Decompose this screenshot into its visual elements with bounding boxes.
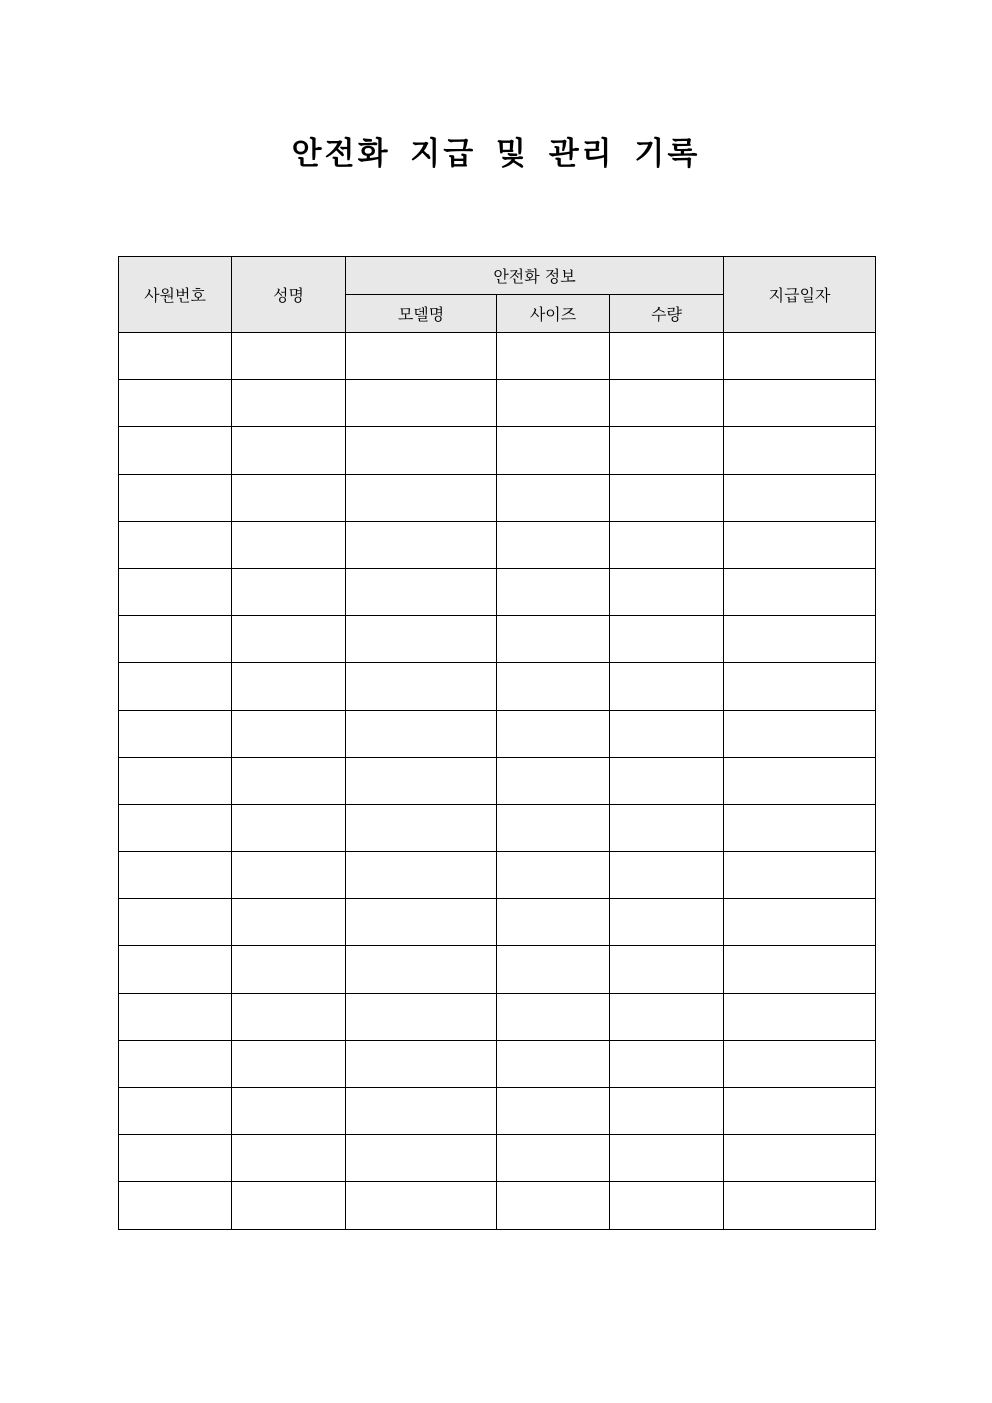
cell-name[interactable] — [232, 757, 346, 804]
table-row — [119, 710, 876, 757]
table-row — [119, 757, 876, 804]
cell-quantity[interactable] — [610, 1040, 724, 1087]
cell-quantity[interactable] — [610, 380, 724, 427]
cell-size[interactable] — [497, 333, 610, 380]
cell-size[interactable] — [497, 663, 610, 710]
cell-name[interactable] — [232, 804, 346, 851]
cell-model-name[interactable] — [346, 1088, 497, 1135]
cell-employee-no[interactable] — [119, 852, 232, 899]
cell-quantity[interactable] — [610, 333, 724, 380]
cell-quantity[interactable] — [610, 899, 724, 946]
cell-name[interactable] — [232, 616, 346, 663]
cell-name[interactable] — [232, 899, 346, 946]
cell-model-name[interactable] — [346, 852, 497, 899]
cell-model-name[interactable] — [346, 804, 497, 851]
cell-quantity[interactable] — [610, 710, 724, 757]
cell-issue-date[interactable] — [724, 710, 876, 757]
cell-quantity[interactable] — [610, 804, 724, 851]
cell-issue-date[interactable] — [724, 616, 876, 663]
cell-employee-no[interactable] — [119, 616, 232, 663]
cell-name[interactable] — [232, 380, 346, 427]
cell-model-name[interactable] — [346, 1182, 497, 1229]
table-row — [119, 1135, 876, 1182]
cell-employee-no[interactable] — [119, 946, 232, 993]
cell-issue-date[interactable] — [724, 899, 876, 946]
table-row — [119, 946, 876, 993]
cell-size[interactable] — [497, 616, 610, 663]
header-size: 사이즈 — [497, 295, 610, 333]
cell-model-name[interactable] — [346, 710, 497, 757]
cell-issue-date[interactable] — [724, 946, 876, 993]
table-body — [119, 333, 876, 1230]
table-row — [119, 521, 876, 568]
cell-issue-date[interactable] — [724, 852, 876, 899]
cell-name[interactable] — [232, 427, 346, 474]
cell-model-name[interactable] — [346, 946, 497, 993]
cell-issue-date[interactable] — [724, 1088, 876, 1135]
cell-size[interactable] — [497, 1040, 610, 1087]
cell-name[interactable] — [232, 852, 346, 899]
cell-issue-date[interactable] — [724, 1182, 876, 1229]
cell-quantity[interactable] — [610, 474, 724, 521]
cell-model-name[interactable] — [346, 333, 497, 380]
table-row — [119, 804, 876, 851]
cell-size[interactable] — [497, 946, 610, 993]
cell-size[interactable] — [497, 757, 610, 804]
cell-employee-no[interactable] — [119, 1135, 232, 1182]
cell-quantity[interactable] — [610, 1088, 724, 1135]
cell-size[interactable] — [497, 474, 610, 521]
cell-name[interactable] — [232, 1182, 346, 1229]
cell-employee-no[interactable] — [119, 1040, 232, 1087]
cell-issue-date[interactable] — [724, 804, 876, 851]
cell-employee-no[interactable] — [119, 663, 232, 710]
document-title: 안전화 지급 및 관리 기록 — [291, 136, 701, 172]
cell-quantity[interactable] — [610, 1182, 724, 1229]
cell-name[interactable] — [232, 1135, 346, 1182]
safety-shoe-record-table — [118, 256, 876, 1230]
cell-name[interactable] — [232, 474, 346, 521]
cell-model-name[interactable] — [346, 474, 497, 521]
cell-model-name[interactable] — [346, 568, 497, 615]
table-row — [119, 993, 876, 1040]
cell-model-name[interactable] — [346, 1135, 497, 1182]
cell-quantity[interactable] — [610, 1135, 724, 1182]
cell-quantity[interactable] — [610, 427, 724, 474]
cell-size[interactable] — [497, 804, 610, 851]
header-issue-date: 지급일자 — [724, 257, 876, 333]
cell-name[interactable] — [232, 1088, 346, 1135]
cell-size[interactable] — [497, 1088, 610, 1135]
cell-model-name[interactable] — [346, 427, 497, 474]
cell-size[interactable] — [497, 1135, 610, 1182]
cell-size[interactable] — [497, 710, 610, 757]
cell-quantity[interactable] — [610, 757, 724, 804]
cell-issue-date[interactable] — [724, 1040, 876, 1087]
cell-employee-no[interactable] — [119, 899, 232, 946]
cell-issue-date[interactable] — [724, 993, 876, 1040]
table-row — [119, 427, 876, 474]
table-header-row — [119, 257, 876, 295]
cell-name[interactable] — [232, 333, 346, 380]
cell-name[interactable] — [232, 521, 346, 568]
table-row — [119, 380, 876, 427]
cell-name[interactable] — [232, 568, 346, 615]
cell-issue-date[interactable] — [724, 427, 876, 474]
cell-size[interactable] — [497, 568, 610, 615]
header-model-name: 모델명 — [346, 295, 497, 333]
cell-quantity[interactable] — [610, 663, 724, 710]
cell-model-name[interactable] — [346, 757, 497, 804]
header-shoe-info: 안전화 정보 — [346, 257, 724, 295]
cell-quantity[interactable] — [610, 521, 724, 568]
cell-size[interactable] — [497, 993, 610, 1040]
cell-employee-no[interactable] — [119, 1088, 232, 1135]
table-row — [119, 568, 876, 615]
cell-employee-no[interactable] — [119, 333, 232, 380]
table-row — [119, 1040, 876, 1087]
table-row — [119, 663, 876, 710]
cell-employee-no[interactable] — [119, 427, 232, 474]
cell-employee-no[interactable] — [119, 710, 232, 757]
cell-issue-date[interactable] — [724, 521, 876, 568]
cell-model-name[interactable] — [346, 899, 497, 946]
cell-employee-no[interactable] — [119, 993, 232, 1040]
header-name: 성명 — [232, 257, 346, 333]
cell-issue-date[interactable] — [724, 1135, 876, 1182]
cell-employee-no[interactable] — [119, 474, 232, 521]
cell-employee-no[interactable] — [119, 1182, 232, 1229]
table-row — [119, 1182, 876, 1229]
cell-issue-date[interactable] — [724, 380, 876, 427]
cell-model-name[interactable] — [346, 993, 497, 1040]
cell-name[interactable] — [232, 663, 346, 710]
cell-model-name[interactable] — [346, 380, 497, 427]
header-quantity: 수량 — [610, 295, 724, 333]
table-row — [119, 852, 876, 899]
cell-model-name[interactable] — [346, 1040, 497, 1087]
cell-employee-no[interactable] — [119, 804, 232, 851]
cell-model-name[interactable] — [346, 616, 497, 663]
cell-employee-no[interactable] — [119, 521, 232, 568]
cell-size[interactable] — [497, 1182, 610, 1229]
cell-name[interactable] — [232, 710, 346, 757]
cell-size[interactable] — [497, 380, 610, 427]
cell-quantity[interactable] — [610, 946, 724, 993]
cell-issue-date[interactable] — [724, 474, 876, 521]
cell-issue-date[interactable] — [724, 663, 876, 710]
cell-model-name[interactable] — [346, 521, 497, 568]
cell-size[interactable] — [497, 427, 610, 474]
table-row — [119, 333, 876, 380]
table-row — [119, 616, 876, 663]
cell-employee-no[interactable] — [119, 380, 232, 427]
cell-size[interactable] — [497, 899, 610, 946]
cell-employee-no[interactable] — [119, 568, 232, 615]
cell-quantity[interactable] — [610, 852, 724, 899]
cell-employee-no[interactable] — [119, 757, 232, 804]
cell-quantity[interactable] — [610, 568, 724, 615]
cell-model-name[interactable] — [346, 663, 497, 710]
cell-issue-date[interactable] — [724, 757, 876, 804]
cell-name[interactable] — [232, 1040, 346, 1087]
cell-issue-date[interactable] — [724, 333, 876, 380]
cell-quantity[interactable] — [610, 616, 724, 663]
cell-size[interactable] — [497, 852, 610, 899]
cell-size[interactable] — [497, 521, 610, 568]
cell-name[interactable] — [232, 993, 346, 1040]
cell-name[interactable] — [232, 946, 346, 993]
table-row — [119, 899, 876, 946]
cell-quantity[interactable] — [610, 993, 724, 1040]
header-employee-no: 사원번호 — [119, 257, 232, 333]
table-row — [119, 1088, 876, 1135]
table-row — [119, 474, 876, 521]
cell-issue-date[interactable] — [724, 568, 876, 615]
